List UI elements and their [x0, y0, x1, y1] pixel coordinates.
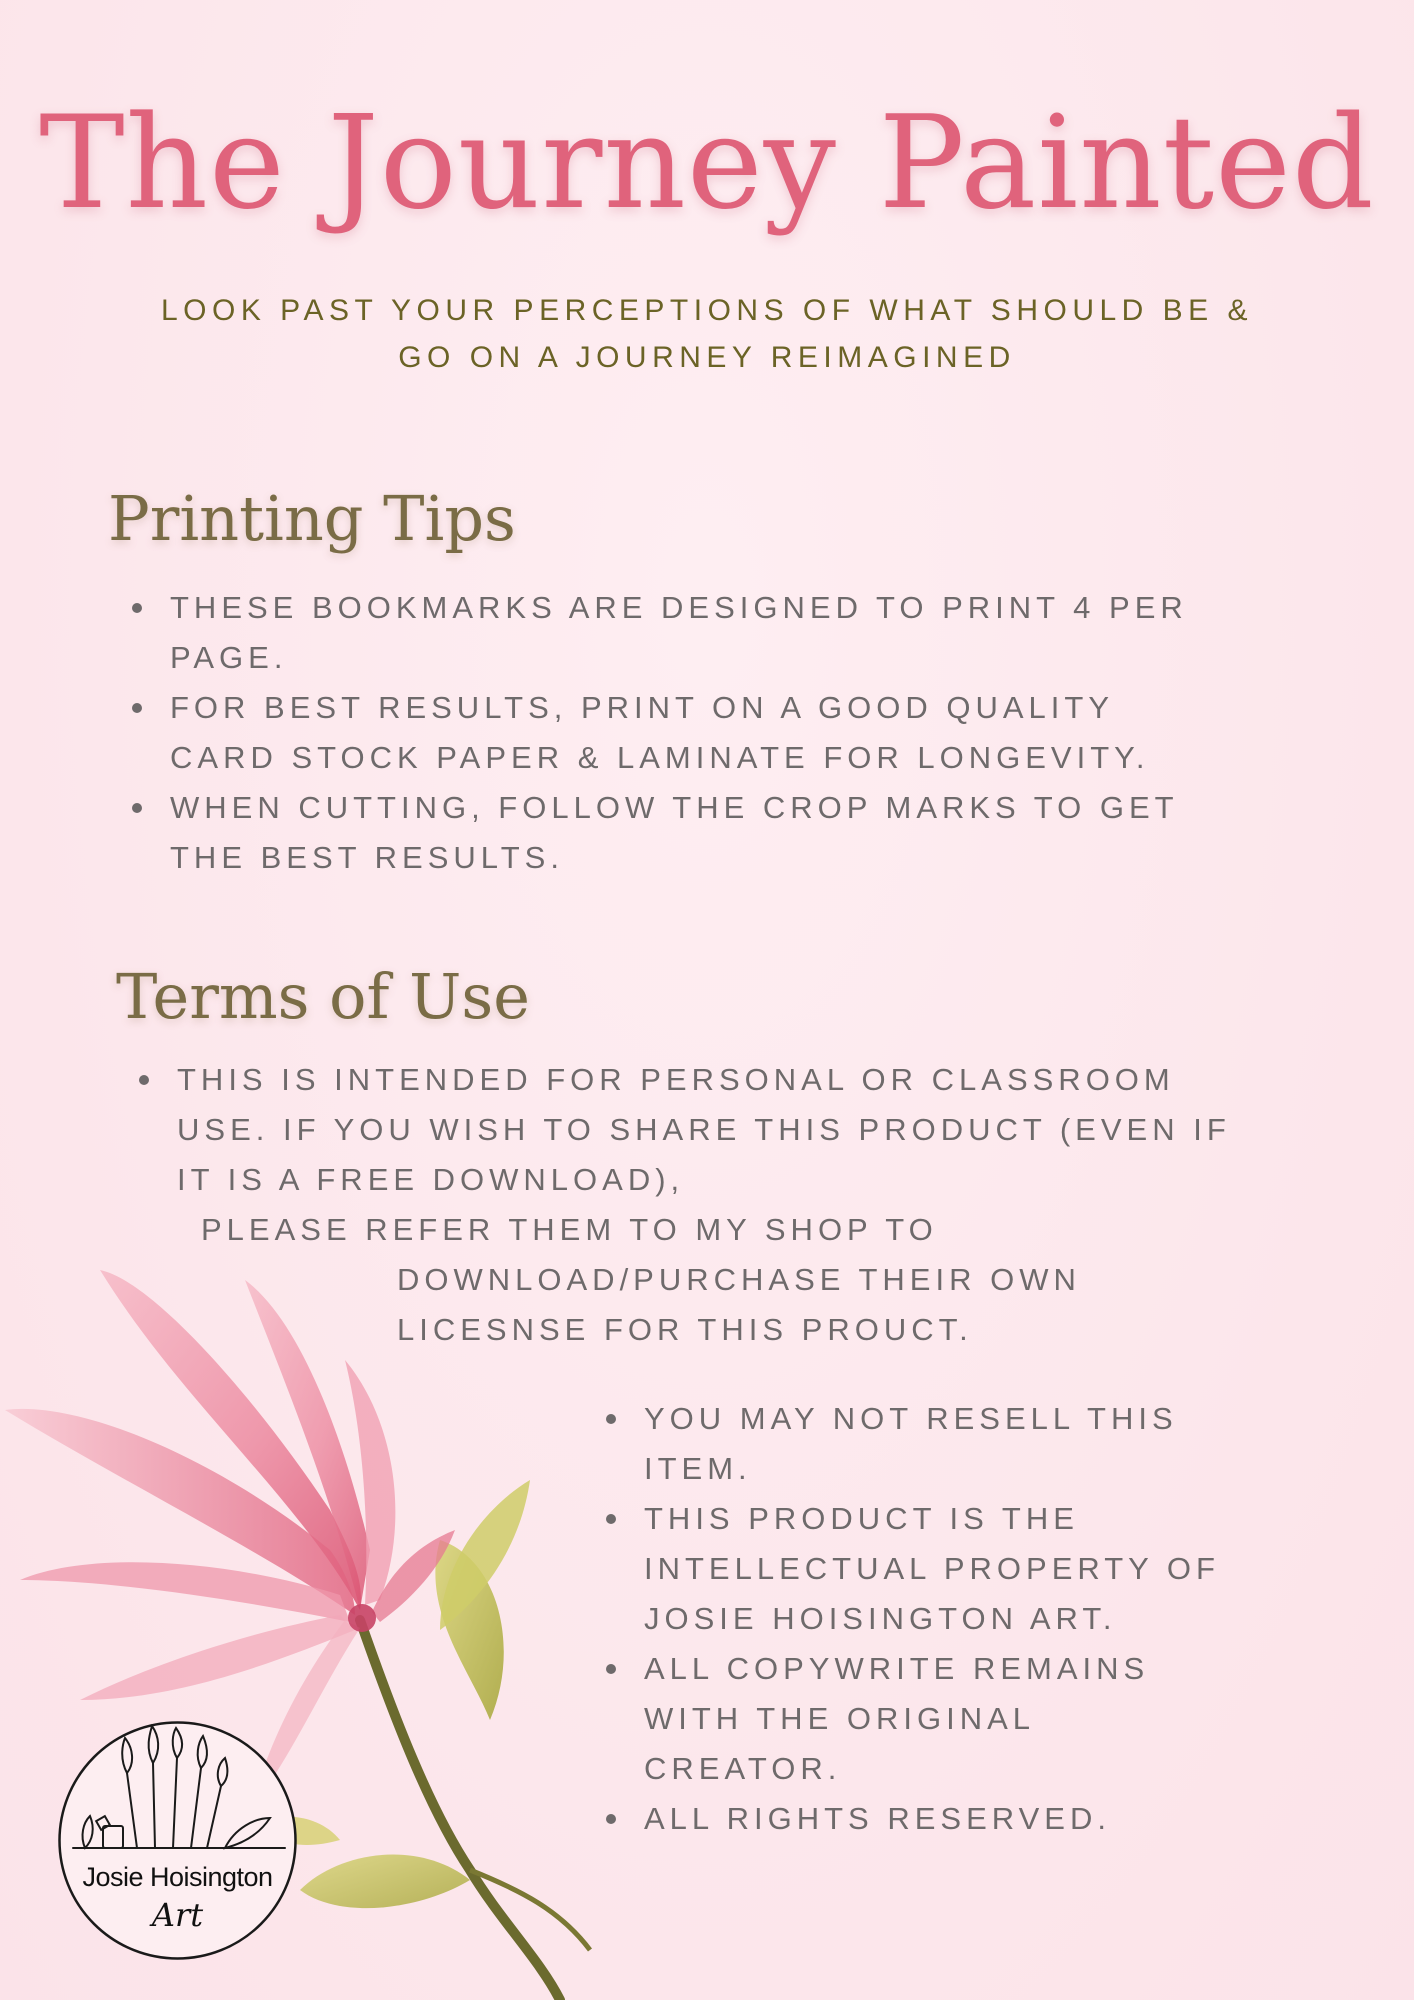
terms-of-use-heading: Terms of Use	[116, 960, 530, 1033]
list-item-line: DOWNLOAD/PURCHASE THEIR OWN	[397, 1262, 1081, 1297]
list-item-line: PLEASE REFER THEM TO MY SHOP TO	[201, 1212, 938, 1247]
list-item-line: ITEM.	[644, 1451, 752, 1486]
list-item-line: JOSIE HOISINGTON ART.	[644, 1601, 1117, 1636]
list-item-line: IT IS A FREE DOWNLOAD),	[177, 1162, 685, 1197]
list-item-line: THE BEST RESULTS.	[170, 840, 564, 875]
bullet-icon	[132, 803, 142, 813]
list-item	[130, 583, 1188, 683]
bullet-icon	[132, 703, 142, 713]
bullet-icon	[606, 1414, 616, 1424]
bullet-icon	[606, 1814, 616, 1824]
list-item	[130, 683, 1188, 783]
list-item-line: PAGE.	[170, 640, 288, 675]
list-item-line: YOU MAY NOT RESELL THIS	[644, 1401, 1178, 1436]
printing-tips-list	[130, 583, 1188, 883]
printing-tips-heading: Printing Tips	[108, 482, 516, 555]
list-item-line: ALL COPYWRITE REMAINS	[644, 1651, 1150, 1686]
bullet-icon	[606, 1514, 616, 1524]
bullet-icon	[132, 603, 142, 613]
list-item	[604, 1494, 1220, 1644]
list-item-line: THESE BOOKMARKS ARE DESIGNED TO PRINT 4 PER	[170, 590, 1188, 625]
tagline-line: LOOK PAST YOUR PERCEPTIONS OF WHAT SHOULD BE &	[160, 294, 1254, 327]
bullet-icon	[139, 1075, 149, 1085]
list-item-line: CARD STOCK PAPER & LAMINATE FOR LONGEVITY.	[170, 740, 1150, 775]
bullet-icon	[606, 1664, 616, 1674]
list-item-line: FOR BEST RESULTS, PRINT ON A GOOD QUALITY	[170, 690, 1114, 725]
list-item-line: WITH THE ORIGINAL	[644, 1701, 1036, 1736]
tagline	[0, 287, 1414, 381]
rights-list	[604, 1394, 1220, 1844]
page-title: The Journey Painted	[39, 89, 1375, 238]
list-item	[604, 1644, 1220, 1794]
list-item-line: CREATOR.	[644, 1751, 842, 1786]
list-item-line: LICESNSE FOR THIS PROUCT.	[397, 1312, 973, 1347]
list-item-line: WHEN CUTTING, FOLLOW THE CROP MARKS TO GET	[170, 790, 1179, 825]
list-item	[130, 783, 1188, 883]
logo-subtitle: Art	[151, 1896, 204, 1934]
logo-name: Josie Hoisington	[82, 1862, 273, 1892]
list-item	[604, 1794, 1220, 1844]
list-item-line: THIS PRODUCT IS THE	[644, 1501, 1079, 1536]
list-item-line: THIS IS INTENDED FOR PERSONAL OR CLASSROOM	[177, 1062, 1175, 1097]
list-item	[604, 1394, 1220, 1494]
list-item	[137, 1055, 1231, 1355]
tagline-line: GO ON A JOURNEY REIMAGINED	[398, 341, 1016, 374]
list-item-line: ALL RIGHTS RESERVED.	[644, 1801, 1111, 1836]
terms-of-use-list	[137, 1055, 1231, 1355]
list-item-line: INTELLECTUAL PROPERTY OF	[644, 1551, 1220, 1586]
list-item-line: USE. IF YOU WISH TO SHARE THIS PRODUCT (EVEN IF	[177, 1112, 1231, 1147]
